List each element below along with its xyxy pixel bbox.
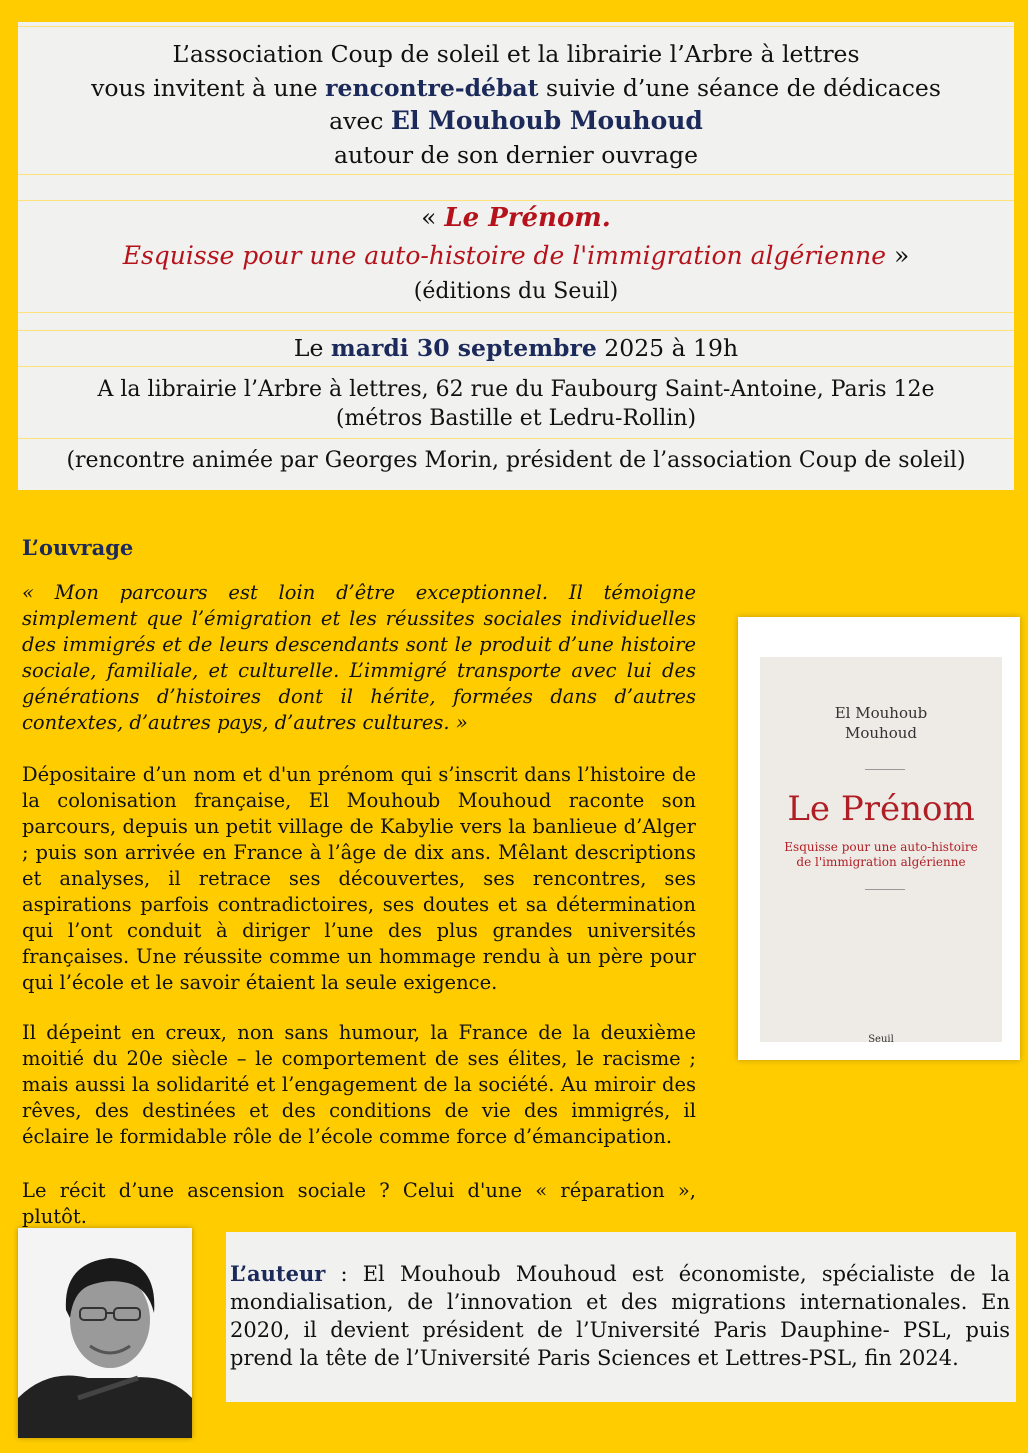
book-title-line [18, 204, 1014, 232]
guest-pre: avec [329, 107, 391, 135]
publisher-line: (éditions du Seuil) [413, 279, 619, 304]
invitation-line-work: autour de son dernier ouvrage [333, 141, 698, 169]
author-label: L’auteur [230, 1261, 326, 1286]
event-post: suivie d’une séance de dédicaces [538, 74, 941, 102]
date-pre: Le [293, 334, 331, 362]
invitation-line-organizers: L’association Coup de soleil et la librairie l’Arbre à lettres [172, 40, 860, 68]
book-subtitle: Esquisse pour une auto-histoire de l'immigration algérienne [122, 241, 887, 270]
ouvrage-paragraph-3: Le récit d’une ascension sociale ? Celui d'une « réparation », plutôt. [22, 1179, 696, 1228]
book-cover-subtitle [760, 840, 1002, 870]
ouvrage-paragraph-2: Il dépeint en creux, non sans humour, la France de la deuxième moitié du 20e siècle – le comportement de ses élites, le racisme ; mais aussi la solidarité et l’engagement de la société. Au miroir des rêves, des destinées et des conditions de vie des immigrés, il éclaire le formidable rôle de l’école comme force d’émancipation. [22, 1021, 696, 1148]
date-line [18, 334, 1014, 362]
author-portrait-icon [18, 1228, 192, 1438]
ouvrage-paragraph-1: Dépositaire d’un nom et d'un prénom qui s’inscrit dans l’histoire de la colonisation française, El Mouhoub Mouhoud raconte son parcours, depuis un petit village de Kabylie vers la banlieue d’Alger ; puis son arrivée en France à l’âge de dix ans. Mêlant descriptions et analyses, il retrace ses découvertes, ses rencontres, ses aspirations parfois contradictoires, ses doutes et sa détermination qui l’ont conduit à diriger l’une des plus grandes universités françaises. Une réussite comme un hommage rendu à un père pour qui l’école et le savoir étaient la seule exigence. [22, 763, 696, 994]
address-line: A la librairie l’Arbre à lettres, 62 rue du Faubourg Saint-Antoine, Paris 12e [97, 377, 935, 402]
invitation-box [18, 22, 1014, 490]
host-line: (rencontre animée par Georges Morin, président de l’association Coup de soleil) [66, 448, 966, 473]
quote-close: » [886, 241, 910, 270]
book-cover-rule-top [865, 769, 905, 770]
author-bio-text: : El Mouhoub Mouhoud est économiste, spécialiste de la mondialisation, de l’innovation et des migrations internationales. En 2020, il devient président de l’Université Paris Dauphine- PSL, puis prend la tête de l’Université Paris Sciences et Lettres-PSL, fin 2024. [230, 1262, 1010, 1370]
book-cover-author-line2: Mouhoud [844, 724, 917, 742]
invitation-line-guest [18, 107, 1014, 135]
event-type: rencontre-débat [325, 74, 539, 102]
book-subtitle-line [18, 242, 1014, 270]
ouvrage-heading: L’ouvrage [22, 535, 134, 560]
book-cover-image [738, 617, 1020, 1060]
invitation-line-event [18, 74, 1014, 102]
book-cover-author [760, 703, 1002, 743]
book-cover-subtitle-line2: de l'immigration algérienne [796, 855, 966, 869]
author-bio [230, 1260, 1010, 1372]
book-cover-title: Le Prénom [787, 789, 975, 829]
book-cover-rule-bottom [865, 889, 905, 890]
event-pre: vous invitent à une [91, 74, 326, 102]
book-cover-subtitle-line1: Esquisse pour une auto-histoire [784, 840, 978, 854]
author-photo [18, 1228, 192, 1438]
author-quote: « Mon parcours est loin d’être exceptionnel. Il témoigne simplement que l’émigration et les réussites sociales individuelles des immigrés et de leurs descendants sont le produit d’une histoire sociale, familiale, et culturelle. L’immigré transporte avec lui des générations d’histoires dont il hérite, formées dans d’autres contextes, d’autres pays, d’autres cultures. » [22, 581, 696, 734]
date-post: 2025 à 19h [596, 334, 739, 362]
metro-line: (métros Bastille et Ledru-Rollin) [335, 406, 697, 431]
event-date: mardi 30 septembre [330, 334, 597, 362]
book-cover-author-line1: El Mouhoub [834, 704, 928, 722]
guest-name: El Mouhoub Mouhoud [390, 106, 703, 135]
book-cover [760, 657, 1002, 1045]
book-title: Le Prénom. [444, 203, 611, 233]
book-cover-publisher: Seuil [868, 1034, 894, 1045]
author-box [226, 1232, 1016, 1402]
quote-open: « [421, 203, 445, 232]
